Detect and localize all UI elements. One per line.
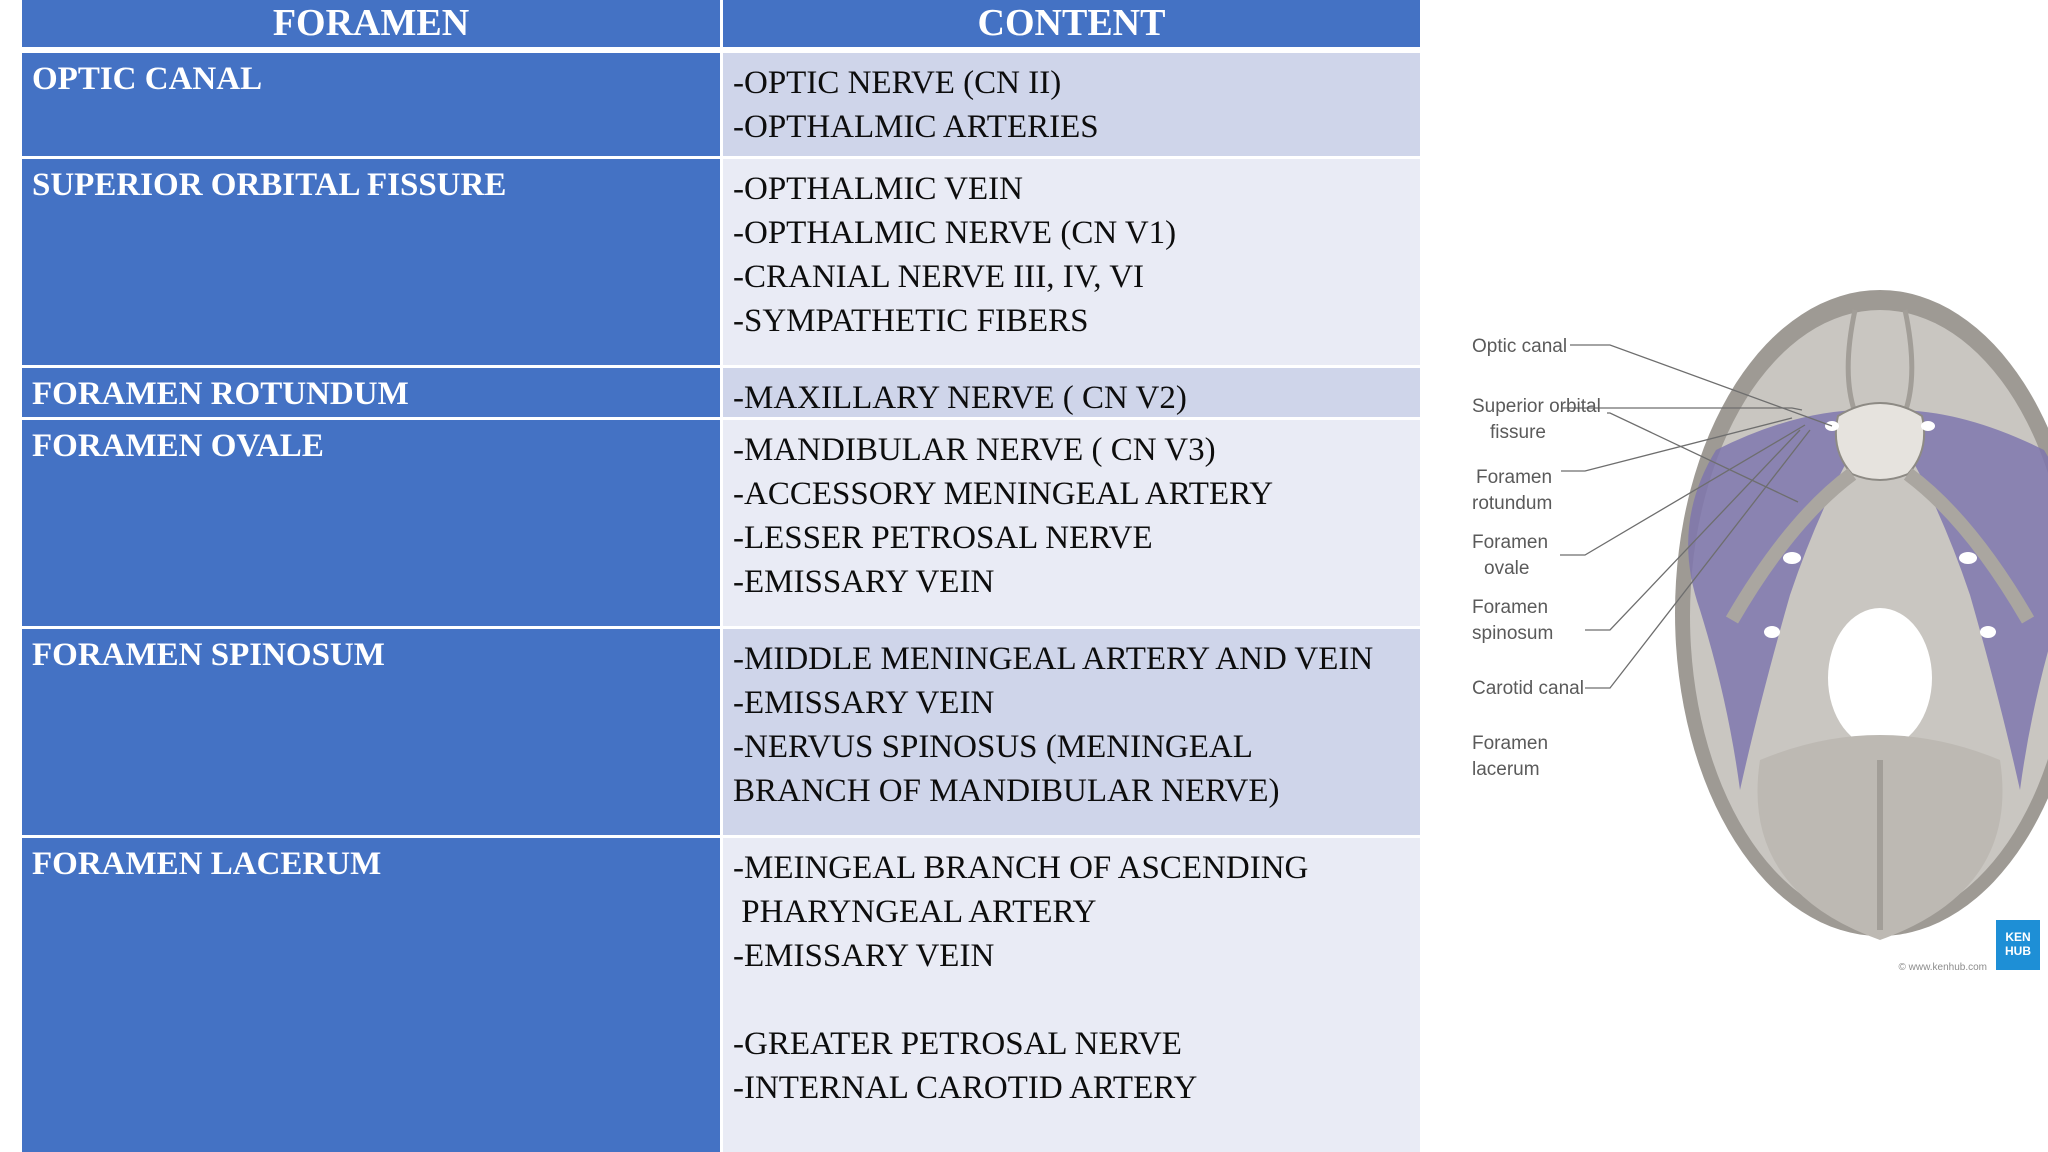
label-foramen-lacerum-2: lacerum (1472, 759, 1540, 780)
kenhub-logo-line2: HUB (2005, 944, 2031, 958)
content-line: -INTERNAL CAROTID ARTERY (733, 1070, 1198, 1106)
label-foramen-rotundum-2: rotundum (1472, 493, 1553, 514)
foramen-name-rotundum: FORAMEN ROTUNDUM (22, 368, 720, 417)
content-line: BRANCH OF MANDIBULAR NERVE) (733, 773, 1280, 809)
content-line: -OPTIC NERVE (CN II) (733, 65, 1062, 101)
label-foramen-spinosum: Foramen (1472, 597, 1549, 618)
content-line: -EMISSARY VEIN (733, 685, 995, 721)
label-foramen-rotundum: Foramen (1476, 467, 1553, 488)
content-line: -GREATER PETROSAL NERVE (733, 1026, 1182, 1062)
content-line: PHARYNGEAL ARTERY (733, 894, 1097, 930)
skull-base-figure (1460, 290, 2048, 1000)
content-lacerum (723, 838, 1420, 1152)
kenhub-credit: © www.kenhub.com (1898, 962, 1987, 973)
content-line: -NERVUS SPINOSUS (MENINGEAL (733, 729, 1253, 765)
content-line: -EMISSARY VEIN (733, 938, 995, 974)
label-foramen-ovale: Foramen (1472, 532, 1549, 553)
foramen-name-ovale: FORAMEN OVALE (22, 420, 720, 626)
foramen-magnum (1828, 608, 1932, 748)
label-superior-orbital-fissure-2: fissure (1490, 422, 1546, 443)
content-line: -ACCESSORY MENINGEAL ARTERY (733, 476, 1274, 512)
content-line: -OPTHALMIC VEIN (733, 171, 1023, 207)
label-carotid-canal: Carotid canal (1472, 678, 1584, 699)
header-content: CONTENT (723, 0, 1420, 47)
content-line: -MANDIBULAR NERVE ( CN V3) (733, 432, 1216, 468)
content-line: -LESSER PETROSAL NERVE (733, 520, 1153, 556)
content-line: -CRANIAL NERVE III, IV, VI (733, 259, 1145, 295)
content-superior-orbital-fissure (723, 159, 1420, 365)
label-foramen-spinosum-2: spinosum (1472, 623, 1554, 644)
content-line: -MAXILLARY NERVE ( CN V2) (733, 380, 1187, 416)
label-superior-orbital-fissure: Superior orbital (1472, 396, 1601, 417)
foramen-name-superior-orbital-fissure: SUPERIOR ORBITAL FISSURE (22, 159, 720, 365)
content-line: -MEINGEAL BRANCH OF ASCENDING (733, 850, 1309, 886)
optic-canal-opening-right (1921, 421, 1935, 431)
label-foramen-ovale-2: ovale (1484, 558, 1530, 579)
foramen-name-optic-canal: OPTIC CANAL (22, 53, 720, 156)
content-ovale (723, 420, 1420, 626)
content-line: -OPTHALMIC ARTERIES (733, 109, 1099, 145)
foramen-name-spinosum: FORAMEN SPINOSUM (22, 629, 720, 835)
foramen-opening (1783, 552, 1801, 564)
foramen-opening (1764, 626, 1780, 638)
foramen-table (22, 0, 1420, 1152)
content-line: -EMISSARY VEIN (733, 564, 995, 600)
foramen-opening (1980, 626, 1996, 638)
foramen-name-lacerum: FORAMEN LACERUM (22, 838, 720, 1152)
kenhub-logo-line1: KEN (2005, 930, 2031, 944)
content-line: -MIDDLE MENINGEAL ARTERY AND VEIN (733, 641, 1374, 677)
content-line: -OPTHALMIC NERVE (CN V1) (733, 215, 1177, 251)
content-rotundum (723, 368, 1420, 417)
content-optic-canal (723, 53, 1420, 156)
content-line (733, 978, 1420, 1022)
label-optic-canal: Optic canal (1472, 336, 1568, 357)
foramen-opening (1959, 552, 1977, 564)
header-foramen: FORAMEN (22, 0, 720, 47)
sella-turcica (1836, 403, 1924, 480)
label-foramen-lacerum: Foramen (1472, 733, 1549, 754)
content-line: -SYMPATHETIC FIBERS (733, 303, 1089, 339)
content-spinosum (723, 629, 1420, 835)
